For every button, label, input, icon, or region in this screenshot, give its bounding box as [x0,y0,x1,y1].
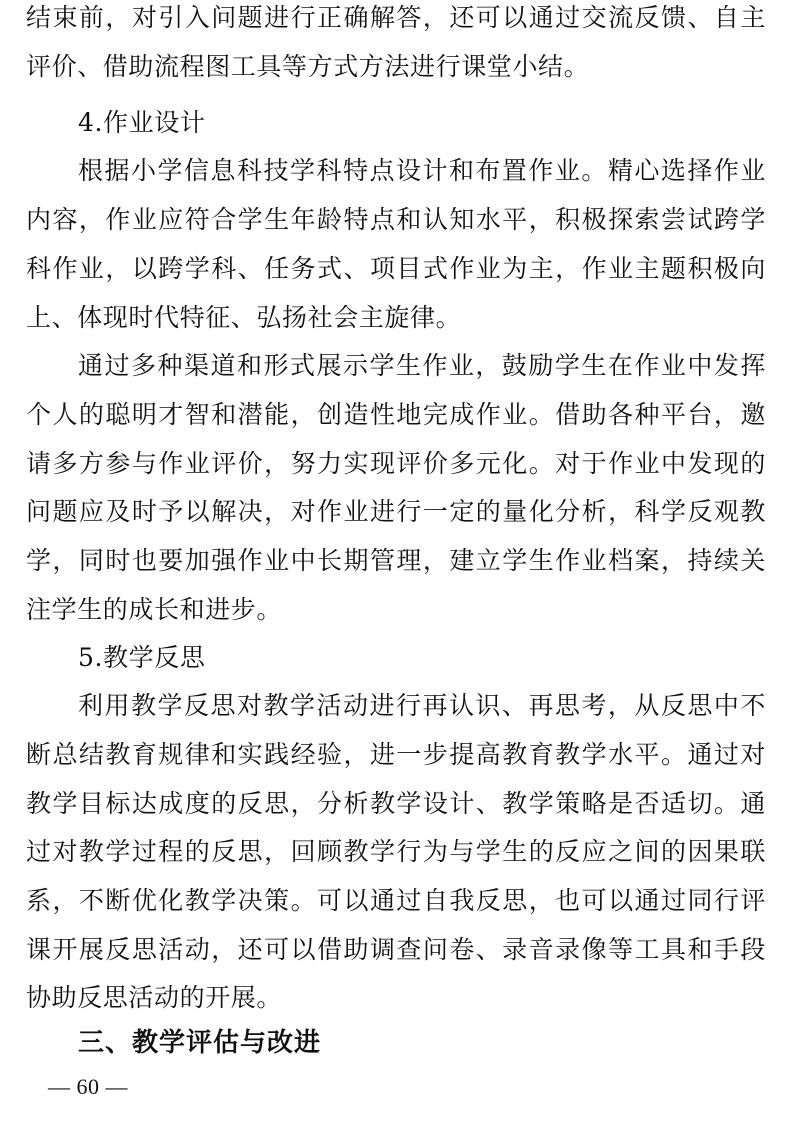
paragraph-line: 内容，作业应符合学生年龄特点和认知水平，积极探索尝试跨学 [26,205,766,234]
paragraph-line: 学，同时也要加强作业中长期管理，建立学生作业档案，持续关 [26,546,766,575]
paragraph-line: 评价、借助流程图工具等方式方法进行课堂小结。 [26,52,590,81]
paragraph-line: 个人的聪明才智和潜能，创造性地完成作业。借助各种平台，邀 [26,400,766,429]
paragraph-line: 教学目标达成度的反思，分析教学设计、教学策略是否适切。通 [26,789,766,818]
paragraph-line: 通过多种渠道和形式展示学生作业，鼓励学生在作业中发挥 [78,351,766,380]
paragraph-line: 断总结教育规律和实践经验，进一步提高教育教学水平。通过对 [26,740,766,769]
paragraph-line: 科作业，以跨学科、任务式、项目式作业为主，作业主题积极向 [26,254,766,283]
paragraph-line: 利用教学反思对教学活动进行再认识、再思考，从反思中不 [78,691,766,720]
paragraph-line: 请多方参与作业评价，努力实现评价多元化。对于作业中发现的 [26,449,766,478]
paragraph-line: 协助反思活动的开展。 [26,983,283,1012]
section-heading: 三、教学评估与改进 [78,1028,322,1058]
paragraph-line: 课开展反思活动，还可以借助调查问卷、录音录像等工具和手段 [26,935,766,964]
paragraph-line: 问题应及时予以解决，对作业进行一定的量化分析，科学反观教 [26,497,766,526]
subsection-heading-teaching-reflection: 5.教学反思 [78,643,206,672]
paragraph-line: 注学生的成长和进步。 [26,595,283,624]
subsection-heading-homework-design: 4.作业设计 [78,108,206,137]
page-number: — 60 — [48,1074,128,1099]
paragraph-line: 结束前，对引入问题进行正确解答，还可以通过交流反馈、自主 [26,3,766,32]
paragraph-line: 根据小学信息科技学科特点设计和布置作业。精心选择作业 [78,156,766,185]
paragraph-line: 上、体现时代特征、弘扬社会主旋律。 [26,303,462,332]
paragraph-line: 过对教学过程的反思，回顾教学行为与学生的反应之间的因果联 [26,837,766,866]
paragraph-line: 系，不断优化教学决策。可以通过自我反思，也可以通过同行评 [26,886,766,915]
